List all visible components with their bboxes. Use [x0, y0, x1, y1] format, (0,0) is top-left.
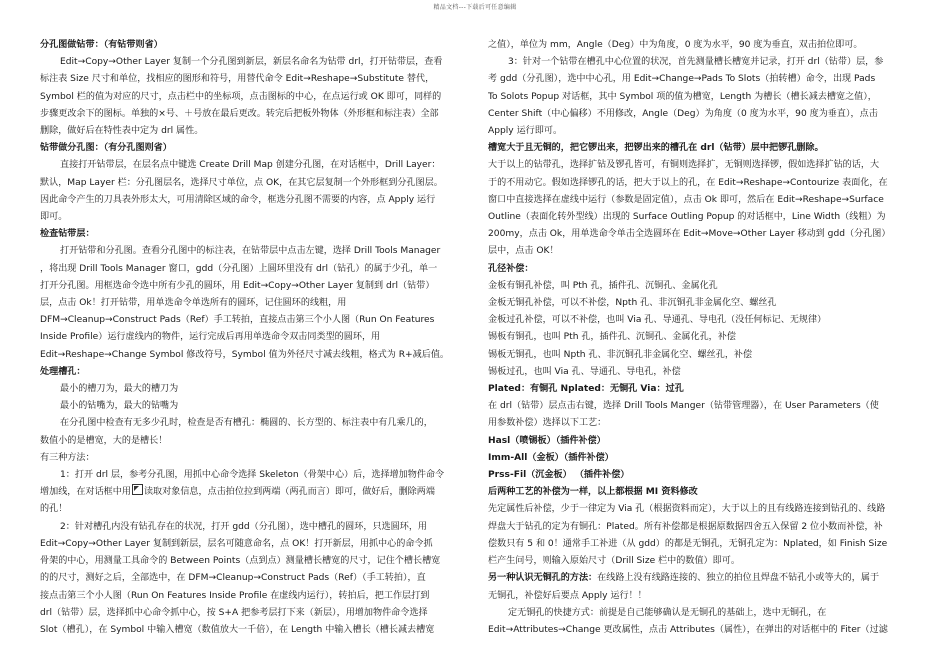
right-line: 金板过孔补偿，可以不补偿，也叫 Via 孔、导通孔、导电孔（没任何标记、无规律） — [488, 315, 827, 326]
right-line: 用参数补偿）选择以下工艺： — [488, 418, 607, 429]
left-line: 打开分孔图。用框选命令选中所有少孔的圆环，用 Edit→Copy→Other Layer 复制到 drl（钻带） — [40, 280, 435, 291]
left-line: 标注表 Size 尺寸和单位，找相应的图形和符号，用替代命令 Edit→Reshape→Substitute 替代， — [40, 74, 435, 85]
left-line: Inside Profile）运行虚线内的物件，运行完成后再用单选命令双击同类型的圆环，用 — [40, 332, 381, 343]
left-line: Slot（槽孔），在 Symbol 中输入槽宽（数值放大一千倍），在 Length 中输入槽长（槽长减去槽宽 — [40, 624, 435, 635]
right-line: 在 drl（钻带）层点击右键，选择 Drill Tools Manger（钻带管理器），在 User Parameters（使 — [488, 401, 879, 412]
left-line: 增加线，在对话框中用 读取对象信息，点击拍位拉到两端（两孔而言）即可，做好后，删除两端 — [40, 484, 464, 501]
right-line: Prss-Fil（沉金板） （插件补偿） — [488, 470, 630, 481]
right-line: 大于以上的钻带孔，选择扩钻及锣孔皆可，有铜则选择扩，无铜则选择锣，假如选择扩钻的话，大 — [488, 160, 880, 171]
left-line: ，将出现 Drill Tools Manager 窗口，gdd（分孔图）上圆环里没有 drl（钻孔）的属于少孔，单一 — [40, 263, 438, 274]
right-line: 窗口中直接选择在虚线中运行（参数是固定值），点击 Ok 即可，然后在 Edit→Reshape→Surface — [488, 194, 884, 205]
right-line: 另一种认识无铜孔的方法：在线路上没有线路连接的、独立的拍位且焊盘不钻孔小或等大的，属于 — [488, 573, 880, 584]
right-line: 无铜孔，补偿好后要点 Apply 运行！！ — [488, 590, 647, 601]
left-line: drl（钻带）层，选择抓中心命令抓中心，按 S+A 把参考层打下来（新层），用增加物件命令选择 — [40, 607, 428, 618]
right-line: 考 gdd（分孔图），选中中心孔，用 Edit→Change→Pads To Slots（拍转槽）命令，出现 Pads — [488, 74, 876, 85]
left-line: 的的尺寸，测好之后，全部选中，在 DFM→Cleanup→Construct Pads（Ref）（手工转拍），直 — [40, 573, 426, 584]
left-line: 最小的槽刀为，最大的槽刀为 — [60, 384, 179, 395]
right-line: 200my，点击 Ok，用单选命令单击全选圆环在 Edit→Move→Other Layer 移动到 gdd（分孔图） — [488, 229, 891, 240]
left-line: 即可。 — [40, 212, 68, 223]
left-column — [40, 37, 464, 672]
left-line: 的孔！ — [40, 504, 68, 515]
right-line: 定无铜孔的快捷方式：前提是自己能够确认是无铜孔的基础上，选中无铜孔，在 — [508, 607, 827, 618]
left-line: 直接打开钻带层，在层名点中键选 Create Drill Map 创建分孔图，在对话框中，Drill Layer： — [60, 160, 441, 171]
right-line: 栏产生问号，则输入原始尺寸（Drill Size 栏中的数值）即可。 — [488, 556, 740, 567]
right-line: 锡板无铜孔，也叫 Npth 孔、非沉铜孔非金属化空、螺丝孔，补偿 — [488, 349, 753, 360]
left-line: 数值小的是槽宽，大的是槽长！ — [40, 435, 168, 446]
left-line: 有三种方法： — [40, 452, 95, 463]
right-line: Edit→Attributes→Change 更改属性，点击 Attributes（属性），在弹出的对话框中的 Fiter（过滤 — [488, 624, 888, 635]
right-line: 焊盘大于钻孔的定为有铜孔：Plated。所有补偿都是根据原数据四舍五入保留 2 位小数而补偿，补 — [488, 521, 883, 532]
right-line: Plated：有铜孔 Nplated：无铜孔 Via：过孔 — [488, 384, 684, 395]
right-column — [488, 37, 912, 672]
right-line: 金板有铜孔补偿，叫 Pth 孔，插件孔、沉铜孔、金属化孔 — [488, 280, 718, 291]
right-line: 锡板有铜孔，也叫 Pth 孔，插件孔、沉铜孔、金属化孔，补偿 — [488, 332, 736, 343]
left-line: 分孔图做钻带：（有钻带则省） — [40, 40, 163, 50]
left-line: 删除，做好后在特性表中定为 drl 属性。 — [40, 126, 204, 137]
right-line: 后两种工艺的补偿为一样，以上都根据 MI 资料修改 — [488, 487, 698, 498]
right-line: 锡板过孔，也叫 Via 孔、导通孔、导电孔，补偿 — [488, 366, 681, 377]
left-line: 默认，Map Layer 栏：分孔图层名，选择尺寸单位，点 OK，在其它层复制一个外形框到分孔图层。 — [40, 177, 443, 188]
left-line: 2：针对槽孔内没有钻孔存在的状况，打开 gdd（分孔图），选中槽孔的圆环，只选圆环，用 — [60, 521, 428, 532]
right-line: Outline（表面化转外型线）出现的 Surface Outling Popup 的对话框中，Line Width（线粗）为 — [488, 212, 886, 223]
left-line: 层，点击 Ok！打开钻带，用单选命令单选所有的圆环，记住圆环的线粗，用 — [40, 298, 347, 309]
left-line: 1：打开 drl 层，参考分孔图，用抓中心命令选择 Skeleton（骨架中心）后，选择增加物件命令 — [60, 470, 445, 481]
left-line: 骨架的中心，用测量工具命令的 Between Points（点到点）测量槽长槽宽的尺寸，记住个槽长槽宽 — [40, 556, 441, 567]
left-line: 处理槽孔： — [40, 366, 86, 377]
left-line: Edit→Copy→Other Layer 复制到新层，层名可随意命名，点 OK！打开新层，用抓中心的命令抓 — [40, 538, 433, 549]
left-line: 因此命令产生的刀具表外形太大，可用清除区域的命令，框选分孔图不需要的内容，点 Apply 运行 — [40, 194, 436, 205]
right-line: Imm-All（金板）（插件补偿） — [488, 452, 614, 463]
right-line: 层中，点击 OK！ — [488, 246, 559, 257]
left-line: 接点击第三个小人图（Run On Features Inside Profile 在虚线内运行），转拍后，把工作层打到 — [40, 590, 430, 601]
right-line: 偿数只有 5 和 0！通常手工补进（从 gdd）的都是无铜孔，无铜孔定为：Nplated，如 Finish Size — [488, 538, 888, 549]
left-line: 钻带做分孔图：（有分孔图则省） — [40, 143, 172, 154]
left-line: 检查钻带层： — [40, 229, 95, 240]
left-line: DFM→Cleanup→Construct Pads（Ref）手工转拍，直接点击第三个小人图（Run On Features — [40, 315, 435, 326]
left-line: 步骤更改余下的图标。单独的×号、＋号放在最后更改。转完后把板外物体（外形框和标注表）全部 — [40, 108, 439, 119]
right-line: 于的不用动它。假如选择锣孔的话，把大于以上的孔，在 Edit→Reshape→Contourize 表面化，在 — [488, 177, 888, 188]
right-line: 金板无铜孔补偿，可以不补偿，Npth 孔、非沉铜孔非金属化空、螺丝孔 — [488, 298, 777, 309]
right-line: 孔径补偿： — [488, 263, 534, 274]
right-line: To Solots Popup 对话框，其中 Symbol 项的值为槽宽，Length 为槽长（槽长减去槽宽之值）， — [488, 91, 877, 102]
left-line: Edit→Reshape→Change Symbol 修改符号，Symbol 值为外径尺寸减去线粗，格式为 R+减后值。 — [40, 349, 450, 360]
right-line: Hasl（喷锡板）（插件补偿） — [488, 435, 606, 446]
cursor-arrow-icon — [132, 484, 143, 495]
right-line: 槽宽大于且无铜的，把它锣出来，把锣出来的槽孔在 drl（钻带）层中把锣孔删除。 — [488, 143, 824, 154]
page-header: 精品文档---下载后可任意编辑 — [433, 4, 517, 11]
left-line: 在分孔图中检查有无多少孔时，检查是否有槽孔：椭圆的、长方型的、标注表中有几乘几的， — [60, 418, 433, 429]
right-line: 先定属性后补偿，少于一律定为 Via 孔（根据资料而定），大于以上的且有线路连接到钻孔的、线路 — [488, 504, 886, 515]
right-line: 之值），单位为 mm，Angle（Deg）中为角度，0 度为水平，90 度为垂直，双击拍位即可。 — [488, 40, 863, 50]
right-line: Apply 运行即可。 — [488, 126, 563, 137]
right-line: 3：针对一个钻带在槽孔中心位置的状况，首先测量槽长槽宽并记录，打开 drl（钻带）层，参 — [508, 57, 884, 68]
left-line: Edit→Copy→Other Layer 复制一个分孔图到新层，新层名命名为钻带 drl，打开钻带层，查看 — [60, 57, 443, 68]
left-line: 打开钻带和分孔图。查看分孔图中的标注表，在钻带层中点击左键，选择 Drill Tools Manager — [60, 246, 441, 257]
right-line: Center Shift（中心偏移）不用修改，Angle（Deg）为角度（0 度为水平，90 度为垂直），点击 — [488, 108, 878, 119]
left-line: 最小的钻嘴为，最大的钻嘴为 — [60, 401, 179, 412]
left-line: Symbol 栏的值为对应的尺寸，点击栏中的坐标项，点击图标的中心，在点运行或 OK 即可，同样的 — [40, 91, 442, 102]
